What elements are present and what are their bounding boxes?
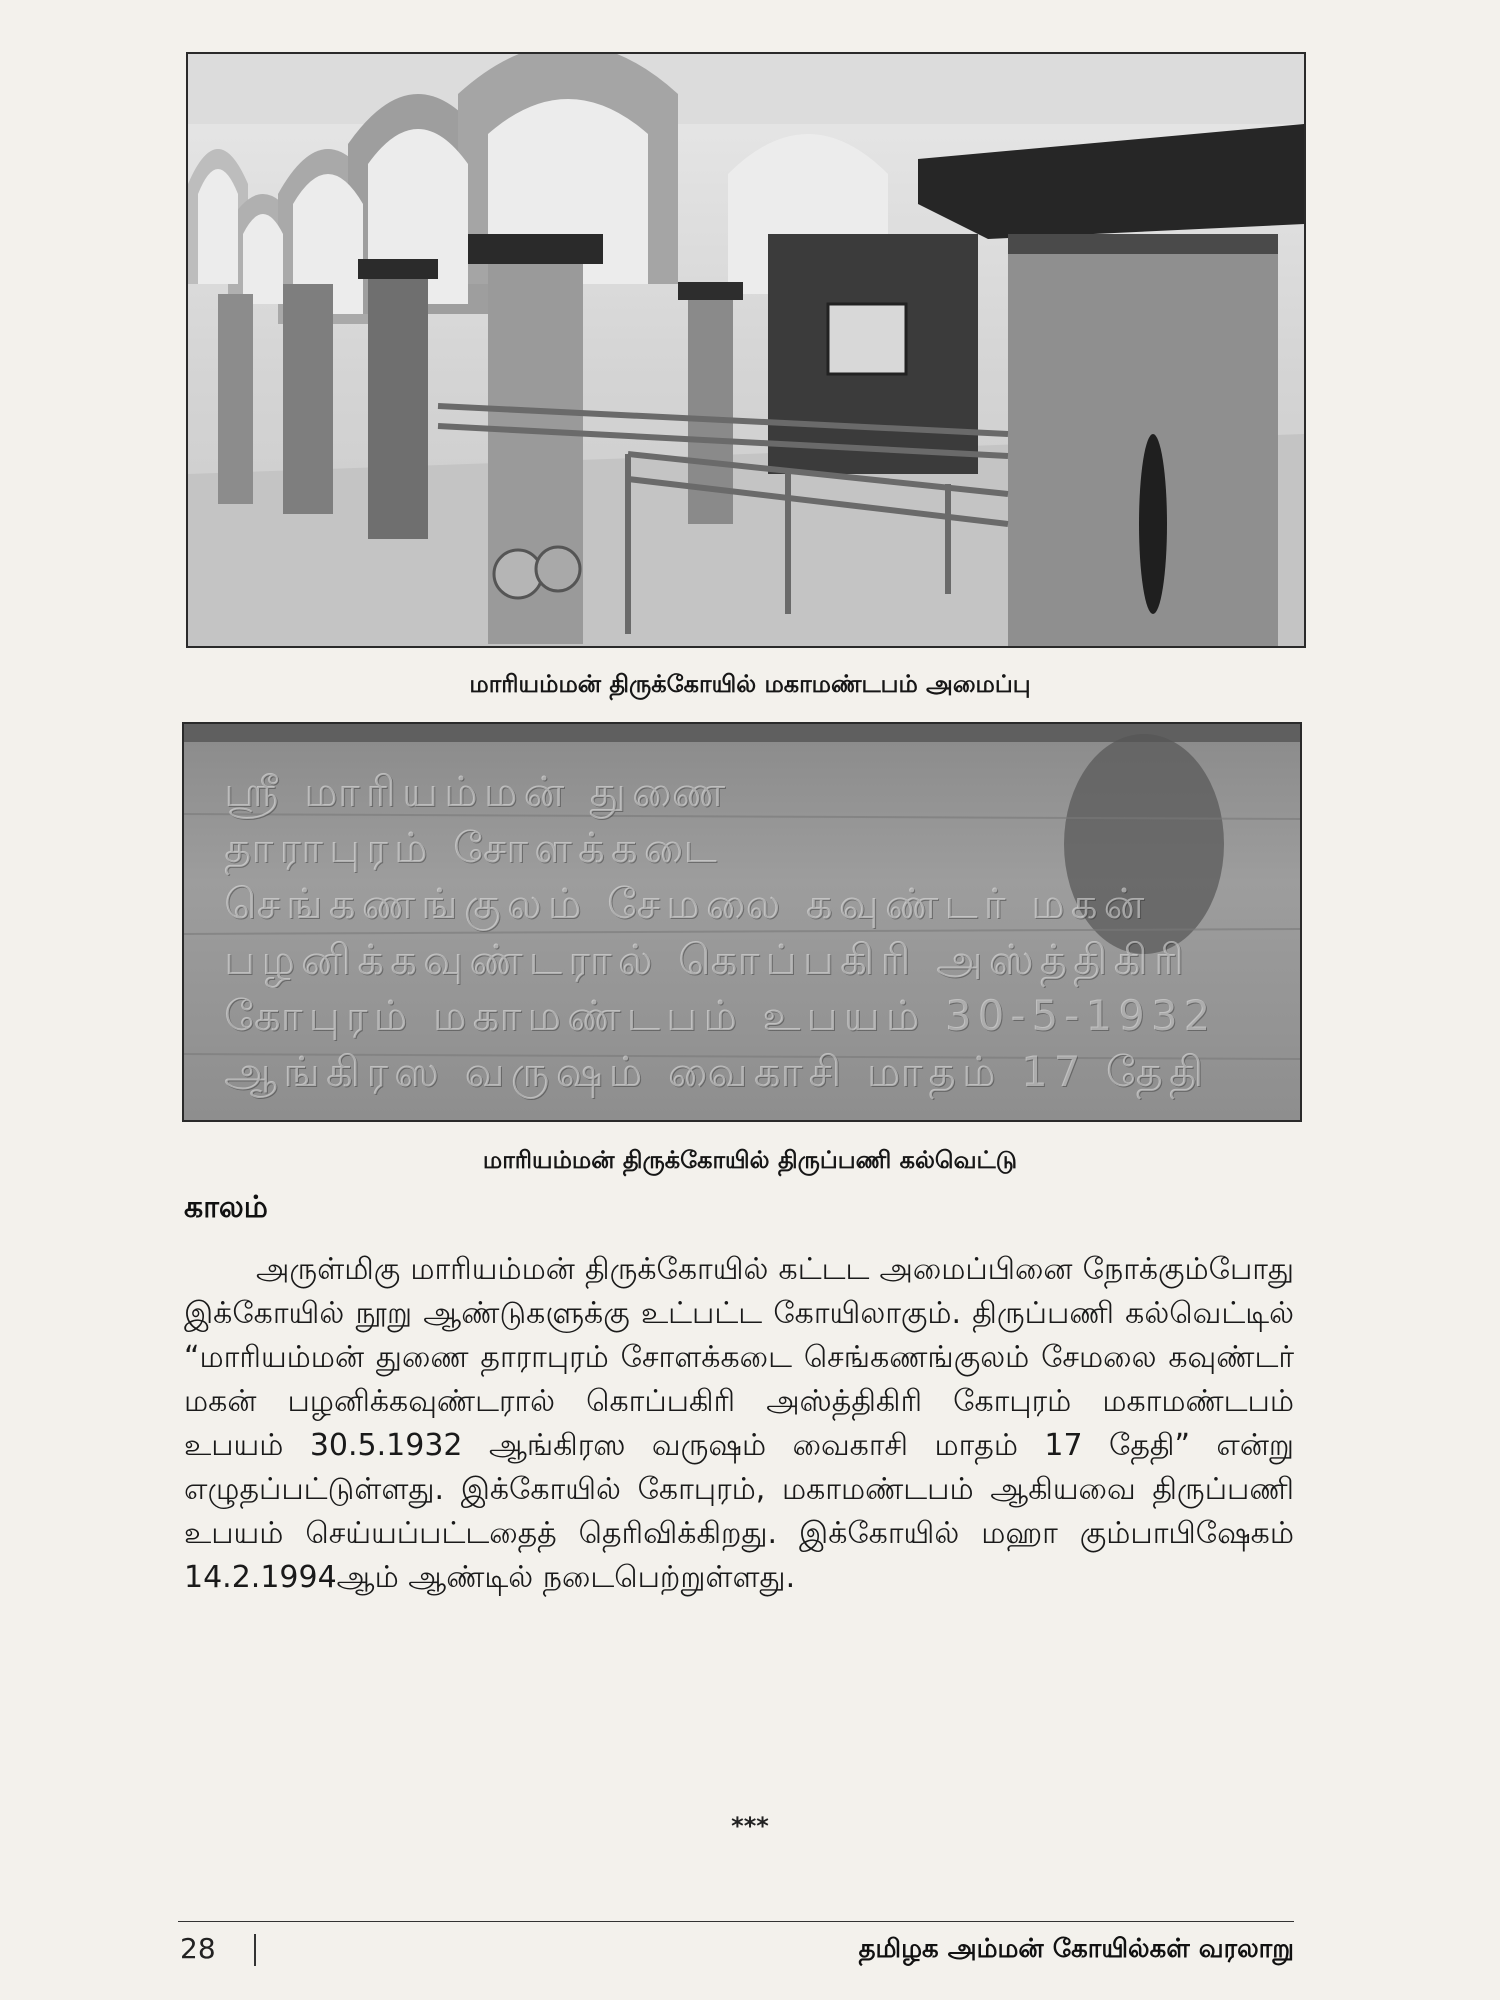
inscription-line: தாராபுரம் சோளக்கடை bbox=[224, 823, 723, 872]
inscription-stone-photo bbox=[182, 722, 1302, 1122]
section-separator: *** bbox=[731, 1812, 769, 1840]
figure-caption-inscription: மாரியம்மன் திருக்கோயில் திருப்பணி கல்வெட்டு bbox=[482, 1146, 1018, 1174]
paragraph-text: அருள்மிகு மாரியம்மன் திருக்கோயில் கட்டட அமைப்பினை நோக்கும்போது இக்கோயில் நூறு ஆண்டுகளுக்கு உட்பட்ட கோயிலாகும். திருப்பணி கல்வெட்டில் “மாரியம்மன் துணை தாராபுரம் சோளக்கடை செங்கணங்குலம் சேமலை கவுண்டர் மகன் பழனிக்கவுண்டரால் கொப்பகிரி அஸ்த்திகிரி கோபுரம் மகாமண்டபம் உபயம் 30.5.1932 ஆங்கிரஸ வருஷம் வைகாசி மாதம் 17 தேதி” என்று எழுதப்பட்டுள்ளது. இக்கோயில் கோபுரம், மகாமண்டபம் ஆகியவை திருப்பணி உபயம் செய்யப்பட்டதைத் தெரிவிக்கிறது. இக்கோயில் மஹா கும்பாபிஷேகம் 14.2.1994ஆம் ஆண்டில் நடைபெற்றுள்ளது. bbox=[184, 1252, 1294, 1595]
inscription-line: ஆங்கிரஸ வருஷம் வைகாசி மாதம் 17 தேதி bbox=[224, 1047, 1210, 1096]
section-heading: காலம் bbox=[184, 1190, 268, 1225]
body-paragraph bbox=[184, 1248, 1294, 1600]
temple-hall-photo bbox=[186, 52, 1306, 648]
footer-divider bbox=[254, 1934, 256, 1966]
page-number: 28 bbox=[180, 1932, 216, 1965]
inscription-text bbox=[224, 764, 1260, 1100]
temple-hall-illustration bbox=[188, 54, 1304, 646]
inscription-line: கோபுரம் மகாமண்டபம் உபயம் 30-5-1932 bbox=[224, 991, 1217, 1040]
inscription-line: பழனிக்கவுண்டரால் கொப்பகிரி அஸ்த்திகிரி bbox=[224, 935, 1191, 984]
inscription-line: ஸ்ரீ மாரியம்மன் துணை bbox=[224, 767, 732, 816]
inscription-line: செங்கணங்குலம் சேமலை கவுண்டர் மகன் bbox=[224, 879, 1151, 928]
footer-rule bbox=[178, 1921, 1294, 1922]
figure-caption-hall: மாரியம்மன் திருக்கோயில் மகாமண்டபம் அமைப்பு bbox=[469, 670, 1031, 698]
running-title: தமிழக அம்மன் கோயில்கள் வரலாறு bbox=[858, 1934, 1294, 1964]
